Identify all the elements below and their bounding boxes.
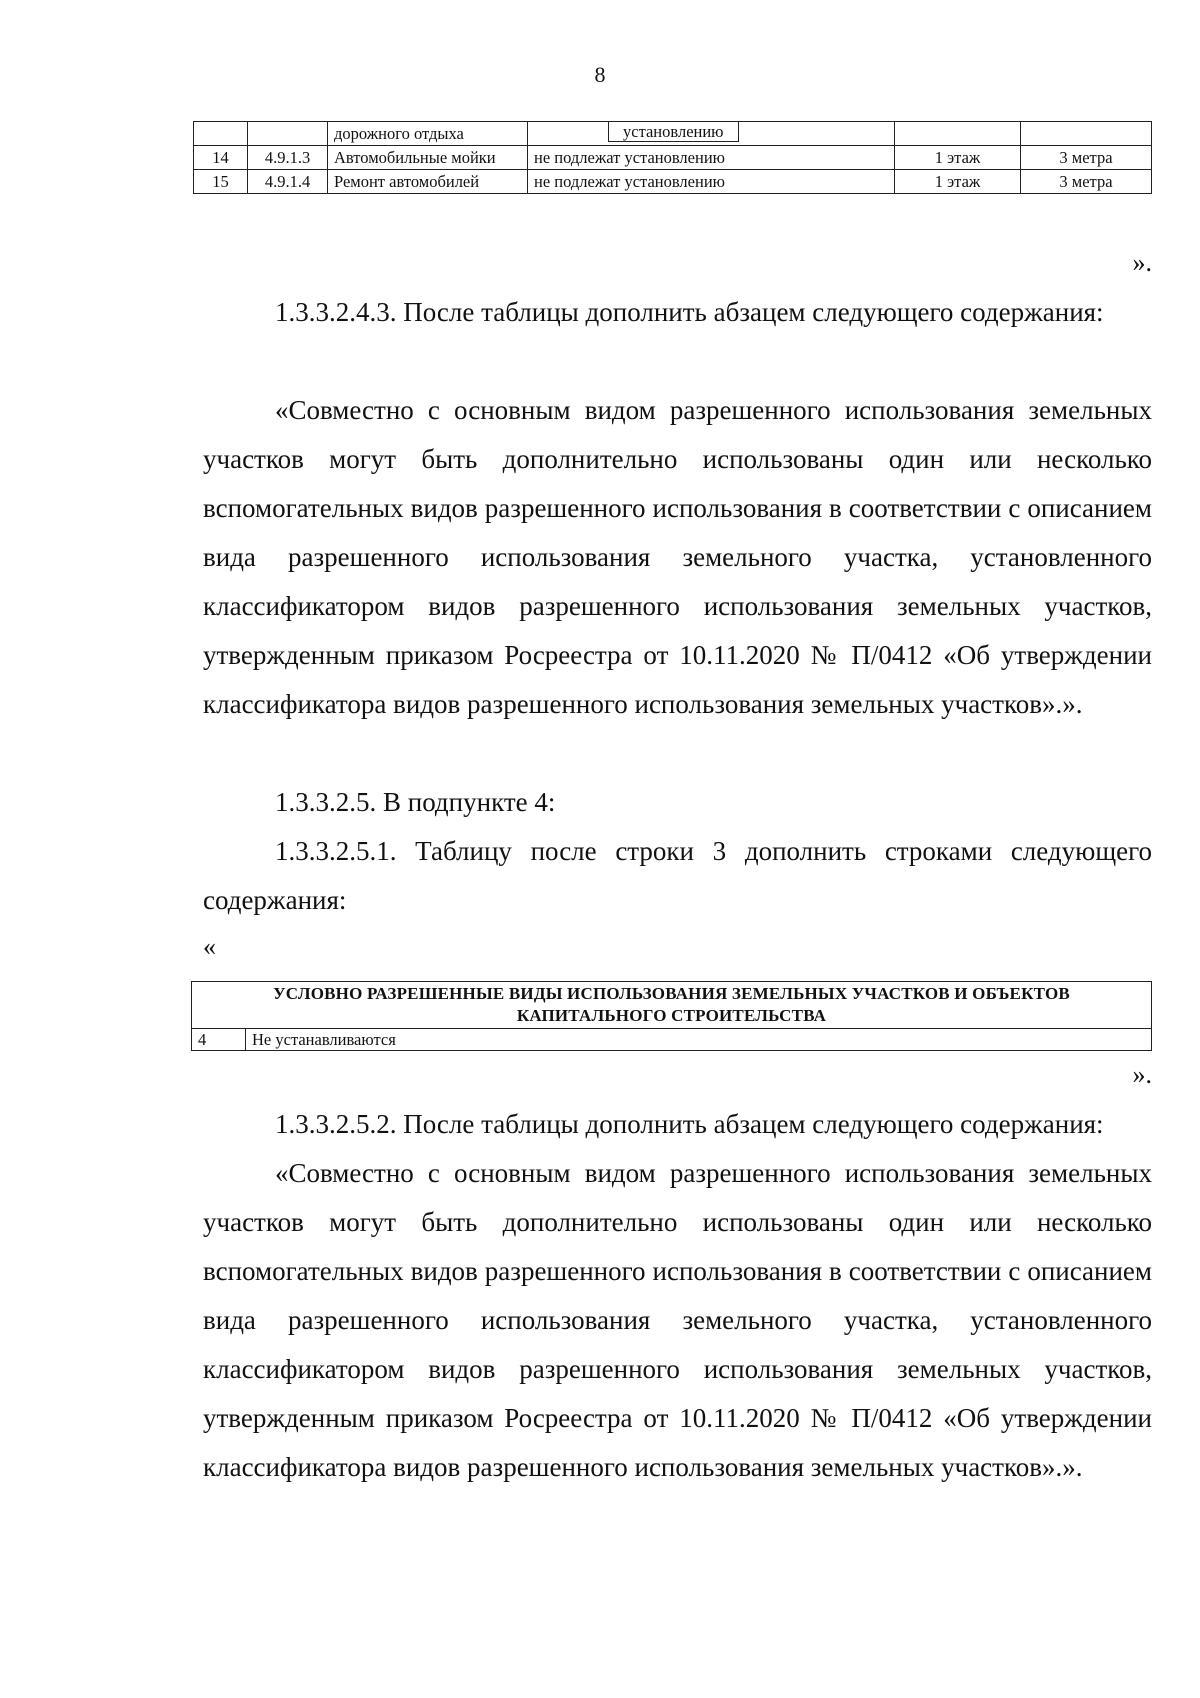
table-cell-floors: 1 этаж	[895, 146, 1021, 170]
table-cell-num: 4	[192, 1029, 246, 1051]
table-cell-floors	[895, 122, 1021, 146]
paragraph-text: 1.3.3.2.5. В подпункте 4:	[275, 787, 556, 817]
closing-quote: ».	[1132, 1060, 1152, 1089]
table-cell-limits: не подлежат установлению	[528, 170, 895, 194]
table-row	[192, 1029, 1152, 1051]
table-cell-code: 4.9.1.3	[248, 146, 328, 170]
opening-quote: «	[203, 932, 216, 961]
continuation-table	[193, 121, 1152, 194]
table-cell-text: Не устанавливаются	[246, 1029, 1152, 1051]
paragraph	[203, 1149, 1152, 1492]
closing-quote: ».	[1132, 248, 1152, 277]
table-cell-code	[248, 122, 328, 146]
table-header: УСЛОВНО РАЗРЕШЕННЫЕ ВИДЫ ИСПОЛЬЗОВАНИЯ ЗЕМЕЛЬНЫХ УЧАСТКОВ И ОБЪЕКТОВ КАПИТАЛЬНОГО СТРОИТЕЛЬСТВА	[192, 982, 1152, 1029]
paragraph-text: 1.3.3.2.5.2. После таблицы дополнить абзацем следующего содержания:	[275, 1109, 1104, 1139]
paragraph	[203, 288, 1152, 337]
table-cell-floors: 1 этаж	[895, 170, 1021, 194]
paragraph	[203, 827, 1152, 925]
table-cell-name: Автомобильные мойки	[328, 146, 528, 170]
page-number: 8	[594, 62, 606, 87]
table-cell-height: 3 метра	[1021, 146, 1152, 170]
paragraph	[203, 1100, 1152, 1149]
paragraph-text: «Совместно с основным видом разрешенного использования земельных участков могут быть дополнительно использованы один или несколько вспомогательных видов разрешенного использования в соответствии с описанием вида разрешенного использования земельного участка, установленного классификатором видов разрешенного использования земельных участков, утвержденным приказом Росреестра от 10.11.2020 № П/0412 «Об утверждении классификатора видов разрешенного использования земельных участков».».	[203, 395, 1152, 719]
table-cell-height	[1021, 122, 1152, 146]
table-cell-limits	[528, 122, 895, 146]
table-row	[194, 170, 1152, 194]
table-cell-num	[194, 122, 248, 146]
paragraph-text: 1.3.3.2.5.1. Таблицу после строки 3 дополнить строками следующего содержания:	[203, 836, 1152, 915]
table-cell-num: 14	[194, 146, 248, 170]
table-row	[194, 146, 1152, 170]
table-cell-name: Ремонт автомобилей	[328, 170, 528, 194]
table-header-row	[192, 982, 1152, 1029]
paragraph-text: «Совместно с основным видом разрешенного использования земельных участков могут быть дополнительно использованы один или несколько вспомогательных видов разрешенного использования в соответствии с описанием вида разрешенного использования земельного участка, установленного классификатором видов разрешенного использования земельных участков, утвержденным приказом Росреестра от 10.11.2020 № П/0412 «Об утверждении классификатора видов разрешенного использования земельных участков».».	[203, 1158, 1152, 1482]
table-cell-num: 15	[194, 170, 248, 194]
table-row	[194, 122, 1152, 146]
paragraph-text: 1.3.3.2.4.3. После таблицы дополнить абзацем следующего содержания:	[275, 297, 1104, 327]
table-cell-limits: не подлежат установлению	[528, 146, 895, 170]
table-cell-limits-text: установлению	[608, 122, 739, 142]
table-cell-name: дорожного отдыха	[328, 122, 528, 146]
conditional-uses-table	[191, 981, 1152, 1051]
table-cell-code: 4.9.1.4	[248, 170, 328, 194]
table-cell-height: 3 метра	[1021, 170, 1152, 194]
paragraph	[203, 778, 1152, 827]
paragraph	[203, 386, 1152, 729]
